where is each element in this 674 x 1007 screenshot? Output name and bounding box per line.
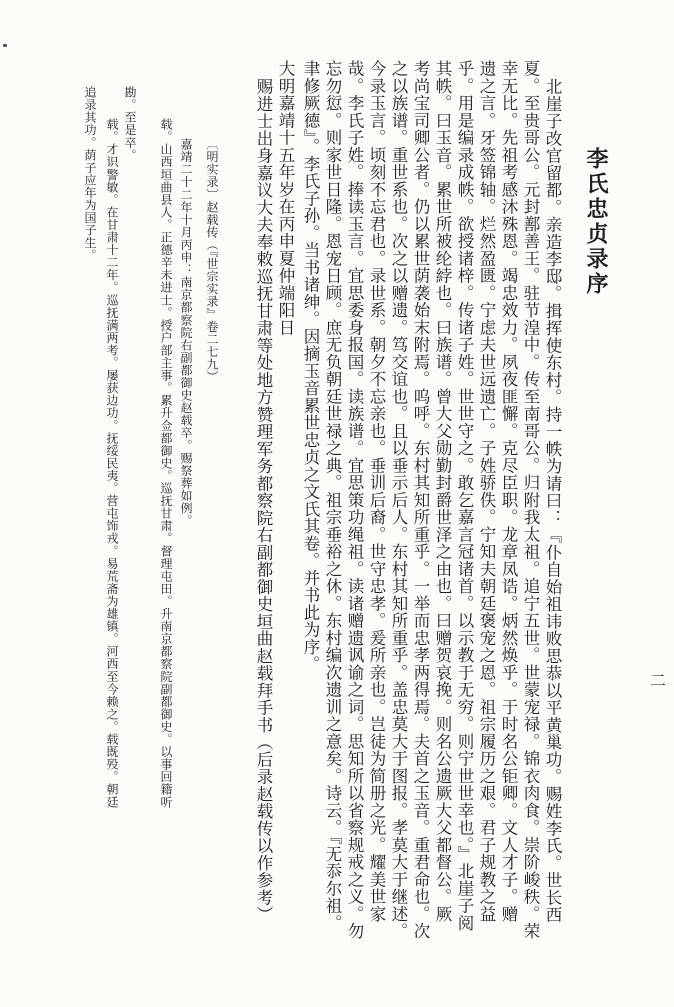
appendix-source: 〔明实录〕赵载传（『世宗实录』卷二七九） [205, 138, 219, 383]
preface-line-9: 今录玉言。顷刻不忘君也。录世系。朝夕不忘亲也。垂训后裔。世守忠孝。爰所亲也。岂徒为简册之光。耀美世家 [367, 60, 386, 923]
page-title: 李氏忠贞录序 [583, 147, 608, 297]
scan-edge-mark [3, 44, 7, 47]
preface-line-7: 考尚宝司卿公者。仍以累世荫袭始末附焉。呜呼。东村其知所重乎。一举而忠孝两得焉。夫首之玉音。重君命也。次 [411, 60, 430, 940]
preface-line-11: 忘勿愆。则家世日隆。恩宠日顾。庶无负朝廷世禄之典。祖宗垂裕之休。东村编次遗训之意矣。诗云。『无忝尔祖。 [323, 60, 342, 932]
page-number: 二 [650, 671, 667, 690]
preface-line-5: 乎。用是编录成帙。欲授诸梓。传诸子姓。世世守之。敢乞嘉言冠诸首。以示教于无穷。则宁世世幸也。』北崖子阅 [455, 60, 474, 932]
appendix-line-4: 载。才识警敏。在甘肃十二年。巡抚满两考。屡获边功。抚绥民夷。营屯饰戎。易荒斋为雄镇。河西至今赖之。载既殁。朝廷 [105, 118, 119, 809]
appendix-line-1: 嘉靖二十二年十月丙申：南京都察院右副都御史赵载卒。赐祭葬如例。 [179, 138, 193, 528]
preface-line-1: 北崖子改官留都。亲造李邸。揖挥使东村。持一帙为请曰：『仆自始祖讳败思恭以平黄巢功。赐姓李氏。世长西 [543, 78, 562, 924]
preface-line-2: 夏。至贵哥公。元封鄯善王。驻节湟中。传至南哥公。归附我太祖。追宁五世。世蒙宠禄。锦衣肉食。崇阶峻秩。荣 [521, 60, 540, 940]
preface-line-3: 幸无比。先祖考感沐殊恩。竭忠效力。夙夜匪懈。克尽臣职。龙章凤诰。炳然焕乎。于时名公钜卿。文人才子。赠 [499, 60, 518, 923]
preface-line-4: 遗之言。牙签锦轴。烂然盈匮。宁虑夫世远遗亡。子姓骄佚。宁知夫朝廷褒宠之恩。祖宗履历之艰。君子规教之益 [477, 60, 496, 923]
preface-line-12: 聿修厥德』。李氏子孙。当书诸绅。因摘玉音累世忠贞之文氏其卷。并书此为序。 [301, 60, 320, 673]
signature-line: 赐进士出身嘉议大夫奉敕巡抚甘肃等处地方赞理军务都察院右副都御史垣曲赵载拜手书（后录赵载传以作参考） [254, 78, 273, 924]
preface-line-6: 其帙。曰玉音。累世所被纶綍也。曰族谱。曾大父勋勤封爵世泽之由也。曰赠贺哀挽。则名公遗厥大父都督公。厥 [433, 60, 452, 923]
date-line: 大明嘉靖十五年岁在丙申夏仲端阳日 [276, 60, 295, 336]
appendix-line-2: 载。山西垣曲县人。正德辛未进士。授户部主事。累升佥都御史。巡抚甘肃。督理屯田。升南京都察院副都御史。以事回籍听 [159, 118, 173, 809]
appendix-line-3: 勘。至是卒。 [123, 86, 137, 162]
preface-line-8: 之以族谱。重世系也。次之以赠遗。笃交谊也。且以垂示后人。东村其知所重乎。盖忠莫大于图报。孝莫大于继述。 [389, 60, 408, 940]
appendix-line-5: 追录其功。荫子应年为国子生。 [83, 86, 97, 262]
preface-line-10: 哉。李氏子姓。捧读玉言。宜思委身报国。读族谱。宜思策功绳祖。读诸赠遗讽谕之词。思知所以省察规戒之义。勿 [345, 60, 364, 940]
